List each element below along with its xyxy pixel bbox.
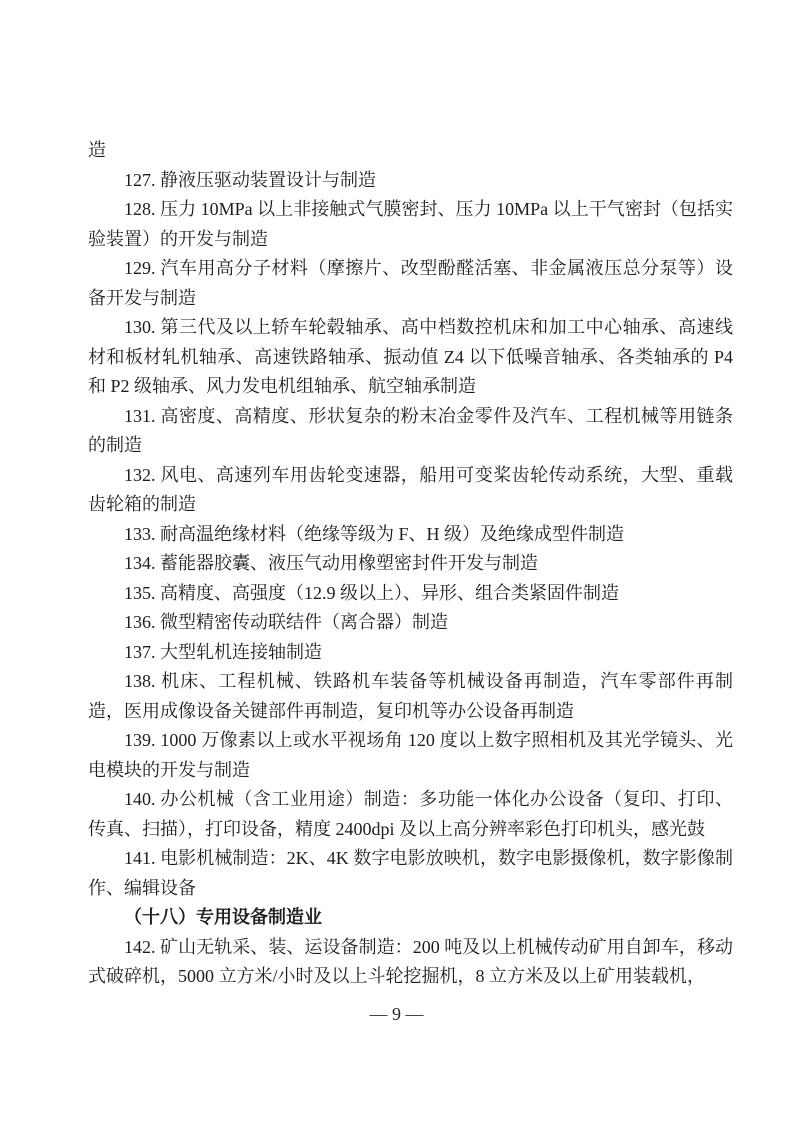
document-body <box>88 136 733 992</box>
continuation-line: 造 <box>88 140 106 160</box>
section-heading-18: （十八）专用设备制造业 <box>124 907 322 927</box>
page-number: — 9 — <box>369 1004 424 1024</box>
item-142: 142. 矿山无轨采、装、运设备制造：200 吨及以上机械传动矿用自卸车，移动式破碎机，5000 立方米/小时及以上斗轮挖掘机，8 立方米及以上矿用装载机， <box>88 936 733 986</box>
item-136: 136. 微型精密传动联结件（离合器）制造 <box>124 612 448 632</box>
item-132: 132. 风电、高速列车用齿轮变速器，船用可变桨齿轮传动系统，大型、重载齿轮箱的制造 <box>88 464 733 514</box>
item-138: 138. 机床、工程机械、铁路机车装备等机械设备再制造，汽车零部件再制造，医用成像设备关键部件再制造，复印机等办公设备再制造 <box>88 671 733 721</box>
item-140: 140. 办公机械（含工业用途）制造：多功能一体化办公设备（复印、打印、传真、扫描），打印设备，精度 2400dpi 及以上高分辨率彩色打印机头，感光鼓 <box>88 789 733 839</box>
item-134: 134. 蓄能器胶囊、液压气动用橡塑密封件开发与制造 <box>124 553 538 573</box>
item-130: 130. 第三代及以上轿车轮毂轴承、高中档数控机床和加工中心轴承、高速线材和板材轧机轴承、高速铁路轴承、振动值 Z4 以下低噪音轴承、各类轴承的 P4 和 P2 级轴承、风力发电机组轴承、航空轴承制造 <box>88 317 733 396</box>
item-129: 129. 汽车用高分子材料（摩擦片、改型酚醛活塞、非金属液压总分泵等）设备开发与制造 <box>88 258 733 308</box>
item-139: 139. 1000 万像素以上或水平视场角 120 度以上数字照相机及其光学镜头、光电模块的开发与制造 <box>88 730 733 780</box>
item-128: 128. 压力 10MPa 以上非接触式气膜密封、压力 10MPa 以上干气密封（包括实验装置）的开发与制造 <box>88 199 733 249</box>
item-131: 131. 高密度、高精度、形状复杂的粉末冶金零件及汽车、工程机械等用链条的制造 <box>88 405 733 455</box>
item-127: 127. 静液压驱动装置设计与制造 <box>124 169 376 190</box>
item-133: 133. 耐高温绝缘材料（绝缘等级为 F、H 级）及绝缘成型件制造 <box>124 523 625 544</box>
item-137: 137. 大型轧机连接轴制造 <box>124 641 322 662</box>
item-135: 135. 高精度、高强度（12.9 级以上）、异形、组合类紧固件制造 <box>124 582 619 603</box>
item-141: 141. 电影机械制造：2K、4K 数字电影放映机，数字电影摄像机，数字影像制作、编辑设备 <box>88 848 733 898</box>
